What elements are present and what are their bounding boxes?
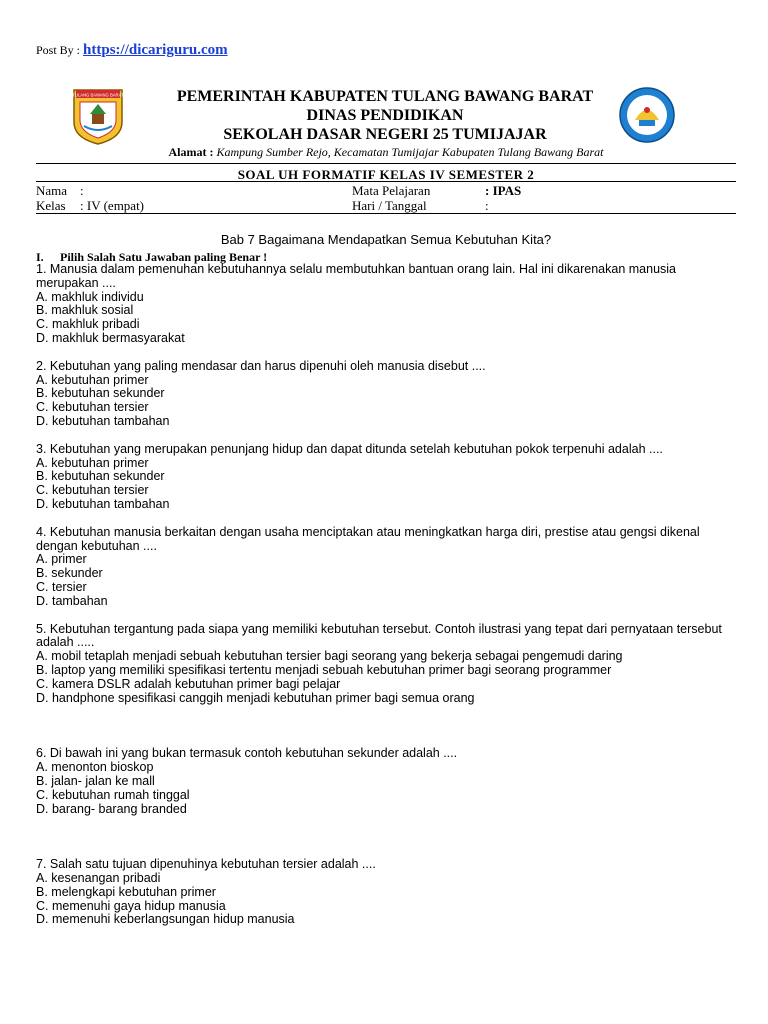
- answer-option: B. laptop yang memiliki spesifikasi tertentu menjadi sebuah kebutuhan primer bagi seorang programmer: [36, 662, 612, 677]
- source-link[interactable]: https://dicariguru.com: [83, 42, 228, 58]
- answer-option: D. kebutuhan tambahan: [36, 496, 170, 511]
- answer-option: B. makhluk sosial: [36, 303, 134, 318]
- answer-option: C. memenuhi gaya hidup manusia: [36, 898, 226, 913]
- nama-value: :: [80, 183, 84, 198]
- answer-option: A. primer: [36, 552, 87, 567]
- address-label: Alamat :: [168, 145, 214, 159]
- question-item: [36, 623, 736, 706]
- answer-option: B. jalan- jalan ke mall: [36, 773, 155, 788]
- question-stem: 2. Kebutuhan yang paling mendasar dan harus dipenuhi oleh manusia disebut ....: [36, 358, 486, 373]
- answer-option: A. makhluk individu: [36, 289, 144, 304]
- question-item: [36, 526, 736, 609]
- question-item: [36, 263, 736, 346]
- post-by: [36, 42, 228, 59]
- identity-divider: [36, 213, 736, 214]
- answer-option: B. kebutuhan sekunder: [36, 469, 165, 484]
- title-divider: [36, 181, 736, 182]
- question-stem: 4. Kebutuhan manusia berkaitan dengan usaha menciptakan atau meningkatkan harga diri, prestise atau gengsi dikenal dengan kebutuhan ....: [36, 524, 700, 553]
- question-stem: 6. Di bawah ini yang bukan termasuk contoh kebutuhan sekunder adalah ....: [36, 746, 458, 761]
- question-item: [36, 360, 736, 429]
- section-title: Pilih Salah Satu Jawaban paling Benar !: [60, 250, 268, 264]
- question-stem: 7. Salah satu tujuan dipenuhinya kebutuhan tersier adalah ....: [36, 857, 376, 872]
- answer-option: C. tersier: [36, 579, 87, 594]
- question-stem: 1. Manusia dalam pemenuhan kebutuhannya selalu membutuhkan bantuan orang lain. Hal ini dikarenakan manusia merupakan ....: [36, 262, 677, 290]
- nama-label: Nama: [36, 183, 68, 198]
- answer-option: A. kesenangan pribadi: [36, 871, 161, 886]
- regency-logo-text: TULANG BAWANG BARAT: [72, 92, 124, 98]
- answer-option: C. kebutuhan tersier: [36, 483, 149, 498]
- school-address: [36, 145, 736, 160]
- header-line-government: PEMERINTAH KABUPATEN TULANG BAWANG BARAT: [176, 88, 594, 105]
- answer-option: A. menonton bioskop: [36, 760, 154, 775]
- header-line-school: SEKOLAH DASAR NEGERI 25 TUMIJAJAR: [223, 126, 547, 143]
- answer-option: A. kebutuhan primer: [36, 455, 149, 470]
- question-item: [36, 858, 736, 927]
- header-line-agency: DINAS PENDIDIKAN: [306, 107, 464, 124]
- answer-option: A. kebutuhan primer: [36, 372, 149, 387]
- question-stem: 5. Kebutuhan tergantung pada siapa yang memiliki kebutuhan tersebut. Contoh ilustrasi yang tepat dari pernyataan tersebut adalah .....: [36, 621, 722, 650]
- address-text: Kampung Sumber Rejo, Kecamatan Tumijajar Kabupaten Tulang Bawang Barat: [216, 145, 604, 159]
- answer-option: A. mobil tetaplah menjadi sebuah kebutuhan tersier bagi seorang yang bekerja sebagai pengemudi daring: [36, 649, 623, 664]
- kelas-label: Kelas: [36, 198, 66, 213]
- question-item: [36, 443, 736, 512]
- exam-title: SOAL UH FORMATIF KELAS IV SEMESTER 2: [237, 167, 535, 182]
- answer-option: D. barang- barang branded: [36, 801, 187, 816]
- mapel-value: : IPAS: [485, 183, 522, 198]
- answer-option: D. tambahan: [36, 593, 108, 608]
- question-item: [36, 747, 736, 816]
- header-divider: [36, 163, 736, 164]
- chapter-title: Bab 7 Bagaimana Mendapatkan Semua Kebutuhan Kita?: [220, 232, 552, 247]
- answer-option: B. melengkapi kebutuhan primer: [36, 884, 216, 899]
- answer-option: D. memenuhi keberlangsungan hidup manusia: [36, 912, 295, 927]
- question-stem: 3. Kebutuhan yang merupakan penunjang hidup dan dapat ditunda setelah kebutuhan pokok terpenuhi adalah ....: [36, 441, 663, 456]
- section-number: I.: [36, 250, 44, 264]
- answer-option: D. makhluk bermasyarakat: [36, 330, 185, 345]
- answer-option: D. kebutuhan tambahan: [36, 413, 170, 428]
- answer-option: C. kamera DSLR adalah kebutuhan primer bagi pelajar: [36, 676, 341, 691]
- question-list: [36, 263, 736, 927]
- answer-option: C. kebutuhan tersier: [36, 400, 149, 415]
- answer-option: C. makhluk pribadi: [36, 317, 140, 332]
- kelas-value: : IV (empat): [80, 198, 145, 213]
- answer-option: B. sekunder: [36, 566, 103, 581]
- hari-value: :: [485, 198, 489, 213]
- answer-option: B. kebutuhan sekunder: [36, 386, 165, 401]
- answer-option: D. handphone spesifikasi canggih menjadi kebutuhan primer bagi semua orang: [36, 690, 475, 705]
- answer-option: C. kebutuhan rumah tinggal: [36, 787, 190, 802]
- regency-logo-icon: [72, 86, 124, 146]
- hari-label: Hari / Tanggal: [352, 198, 427, 213]
- post-by-label: Post By :: [36, 43, 81, 57]
- mapel-label: Mata Pelajaran: [352, 183, 431, 198]
